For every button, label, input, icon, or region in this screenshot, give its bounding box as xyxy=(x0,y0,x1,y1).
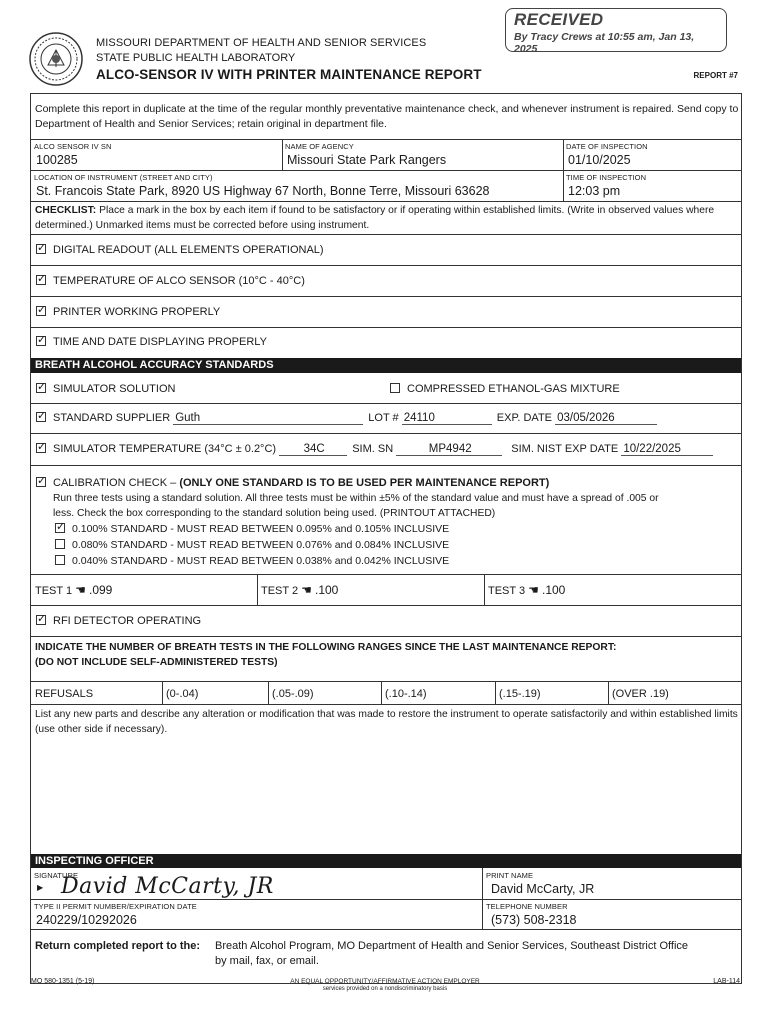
standard-option-040[interactable] xyxy=(55,555,449,567)
simulator-solution-option[interactable] xyxy=(36,383,175,395)
parts-notes-area[interactable] xyxy=(31,739,741,854)
calibration-rule: (ONLY ONE STANDARD IS TO BE USED PER MAINTENANCE REPORT) xyxy=(179,477,550,489)
checkbox-unchecked[interactable] xyxy=(55,555,65,565)
checkbox-unchecked[interactable] xyxy=(390,383,400,393)
return-label: Return completed report to the: xyxy=(35,940,201,952)
return-address-2: by mail, fax, or email. xyxy=(215,955,319,967)
test-3-value[interactable]: .100 xyxy=(541,583,566,597)
location-label: LOCATION OF INSTRUMENT (STREET AND CITY) xyxy=(34,173,213,182)
report-title: ALCO-SENSOR IV WITH PRINTER MAINTENANCE REPORT xyxy=(96,67,482,82)
nist-label: SIM. NIST EXP DATE xyxy=(511,443,619,455)
form-number: MO 580-1351 (5-19) xyxy=(31,978,95,985)
test-1-label: TEST 1 xyxy=(35,585,73,597)
test-3 xyxy=(488,583,565,597)
time-field[interactable]: 12:03 pm xyxy=(568,184,621,198)
exp-field[interactable]: 03/05/2026 xyxy=(555,412,657,425)
parts-instructions: List any new parts and describe any alteration or modification that was made to restore the instrument to operate satisfactorily and within established limits (use other side if necessary). xyxy=(35,709,738,735)
checkbox-checked[interactable] xyxy=(36,244,46,254)
simsn-field[interactable]: MP4942 xyxy=(396,443,502,456)
standard-option-080[interactable] xyxy=(55,539,449,551)
rfi-detector-item[interactable] xyxy=(36,615,201,627)
temp-field[interactable]: 34C xyxy=(279,443,347,456)
eo-statement: AN EQUAL OPPORTUNITY/AFFIRMATIVE ACTION EMPLOYER xyxy=(290,978,480,985)
sn-label: ALCO SENSOR IV SN xyxy=(34,142,112,151)
checkbox-checked[interactable] xyxy=(36,383,46,393)
range-0-04[interactable]: (0-.04) xyxy=(166,688,199,700)
supplier-field[interactable]: Guth xyxy=(173,412,363,425)
test-3-label: TEST 3 xyxy=(488,585,526,597)
pointing-hand-icon: ☚ xyxy=(75,583,86,597)
checkbox-checked[interactable] xyxy=(36,336,46,346)
signature-arrow-icon: ▶ xyxy=(37,883,44,892)
stamp-title: RECEIVED xyxy=(514,10,604,29)
checklist-lead: CHECKLIST: xyxy=(35,205,97,216)
ranges-heading-1: INDICATE THE NUMBER OF BREATH TESTS IN THE FOLLOWING RANGES SINCE THE LAST MAINTENANCE REPORT: xyxy=(35,642,617,653)
item-label: DIGITAL READOUT (ALL ELEMENTS OPERATIONAL) xyxy=(53,244,324,256)
standard-supplier-row xyxy=(36,412,657,425)
item-label: RFI DETECTOR OPERATING xyxy=(53,615,202,627)
eo-subtext: services provided on a nondiscriminatory basis xyxy=(322,986,448,992)
date-field[interactable]: 01/10/2025 xyxy=(568,153,631,167)
test-1 xyxy=(35,583,112,597)
range-05-09[interactable]: (.05-.09) xyxy=(272,688,314,700)
item-label: COMPRESSED ETHANOL-GAS MIXTURE xyxy=(407,383,620,395)
phone-field[interactable]: (573) 508-2318 xyxy=(491,913,577,927)
simsn-label: SIM. SN xyxy=(352,443,394,455)
test-2-label: TEST 2 xyxy=(261,585,299,597)
calibration-text-2: less. Check the box corresponding to the standard solution being used. (PRINTOUT ATTACHED) xyxy=(53,508,496,519)
stamp-detail: By Tracy Crews at 10:55 am, Jan 13, 2025 xyxy=(514,31,695,55)
item-label: PRINTER WORKING PROPERLY xyxy=(53,306,221,318)
checklist-item-digital-readout[interactable] xyxy=(36,244,324,256)
checkbox-unchecked[interactable] xyxy=(55,539,65,549)
checkbox-checked[interactable] xyxy=(36,412,46,422)
test-2-value[interactable]: .100 xyxy=(314,583,339,597)
print-name-field[interactable]: David McCarty, JR xyxy=(491,882,595,896)
range-refusals[interactable]: REFUSALS xyxy=(35,688,94,700)
checklist-instructions xyxy=(35,204,739,233)
supplier-label: STANDARD SUPPLIER xyxy=(53,412,171,424)
phone-label: TELEPHONE NUMBER xyxy=(486,902,568,911)
calibration-check-heading xyxy=(36,477,549,489)
print-name-label: PRINT NAME xyxy=(486,871,534,880)
nist-field[interactable]: 10/22/2025 xyxy=(621,443,713,456)
checkbox-checked[interactable] xyxy=(36,443,46,453)
item-label: TIME AND DATE DISPLAYING PROPERLY xyxy=(53,336,267,348)
time-label: TIME OF INSPECTION xyxy=(566,173,647,182)
location-field[interactable]: St. Francois State Park, 8920 US Highway 67 North, Bonne Terre, Missouri 63628 xyxy=(36,184,490,198)
range-10-14[interactable]: (.10-.14) xyxy=(385,688,427,700)
standards-heading: BREATH ALCOHOL ACCURACY STANDARDS xyxy=(31,358,741,373)
option-label: 0.100% STANDARD - MUST READ BETWEEN 0.095% and 0.105% INCLUSIVE xyxy=(72,523,450,535)
officer-heading: INSPECTING OFFICER xyxy=(31,854,741,868)
agency-label: NAME OF AGENCY xyxy=(285,142,354,151)
calibration-text-1: Run three tests using a standard solution. All three tests must be within ±5% of the standard value and must have a spread of .005 or xyxy=(53,493,659,504)
received-stamp xyxy=(505,8,727,55)
compressed-gas-option[interactable] xyxy=(390,383,620,395)
lot-label: LOT # xyxy=(368,412,399,424)
checklist-item-printer[interactable] xyxy=(36,306,220,318)
state-seal-logo xyxy=(29,32,83,86)
checkbox-checked[interactable] xyxy=(36,275,46,285)
checkbox-checked[interactable] xyxy=(55,523,65,533)
temp-label: SIMULATOR TEMPERATURE (34°C ± 0.2°C) xyxy=(53,443,277,455)
checkbox-checked[interactable] xyxy=(36,306,46,316)
department-name: MISSOURI DEPARTMENT OF HEALTH AND SENIOR SERVICES xyxy=(96,37,427,49)
ranges-heading-2: (DO NOT INCLUDE SELF-ADMINISTERED TESTS) xyxy=(35,657,278,668)
standard-option-100[interactable] xyxy=(55,523,449,535)
permit-label: TYPE II PERMIT NUMBER/EXPIRATION DATE xyxy=(34,902,197,911)
calibration-lead: CALIBRATION CHECK – xyxy=(53,477,180,489)
range-15-19[interactable]: (.15-.19) xyxy=(499,688,541,700)
signature[interactable]: David McCarty, JR xyxy=(61,874,274,899)
simulator-temperature-row xyxy=(36,443,713,456)
signature-label: SIGNATURE xyxy=(34,871,79,880)
item-label: SIMULATOR SOLUTION xyxy=(53,383,176,395)
date-label: DATE OF INSPECTION xyxy=(566,142,648,151)
item-label: TEMPERATURE OF ALCO SENSOR (10°C - 40°C) xyxy=(53,275,305,287)
laboratory-name: STATE PUBLIC HEALTH LABORATORY xyxy=(96,52,296,64)
checklist-item-time-date[interactable] xyxy=(36,336,267,348)
agency-field[interactable]: Missouri State Park Rangers xyxy=(287,153,447,167)
return-address-1: Breath Alcohol Program, MO Department of Health and Senior Services, Southeast District Office xyxy=(215,940,689,952)
exp-label: EXP. DATE xyxy=(496,412,553,424)
sn-field[interactable]: 100285 xyxy=(36,153,78,167)
option-label: 0.080% STANDARD - MUST READ BETWEEN 0.076% and 0.084% INCLUSIVE xyxy=(72,539,450,551)
range-over-19[interactable]: (OVER .19) xyxy=(612,688,669,700)
checklist-item-temperature[interactable] xyxy=(36,275,305,287)
checklist-text: Place a mark in the box by each item if found to be satisfactory or if operating within established limits. (Write in observed values where determined.) Unmarked items must be corrected before using instrument. xyxy=(35,205,715,231)
checkbox-checked[interactable] xyxy=(36,477,46,487)
test-2 xyxy=(261,583,338,597)
permit-field[interactable]: 240229/10292026 xyxy=(36,913,137,927)
lab-number: LAB-114 xyxy=(713,978,740,985)
maintenance-form xyxy=(30,93,742,984)
checkbox-checked[interactable] xyxy=(36,615,46,625)
instructions: Complete this report in duplicate at the time of the regular monthly preventative maintenance check, and whenever instrument is repaired. Send copy to Department of Health and Senior Services; retain original in department file. xyxy=(35,103,739,130)
pointing-hand-icon: ☚ xyxy=(301,583,312,597)
test-1-value[interactable]: .099 xyxy=(88,583,113,597)
option-label: 0.040% STANDARD - MUST READ BETWEEN 0.038% and 0.042% INCLUSIVE xyxy=(72,555,450,567)
report-number: REPORT #7 xyxy=(693,71,738,80)
pointing-hand-icon: ☚ xyxy=(528,583,539,597)
lot-field[interactable]: 24110 xyxy=(402,412,492,425)
